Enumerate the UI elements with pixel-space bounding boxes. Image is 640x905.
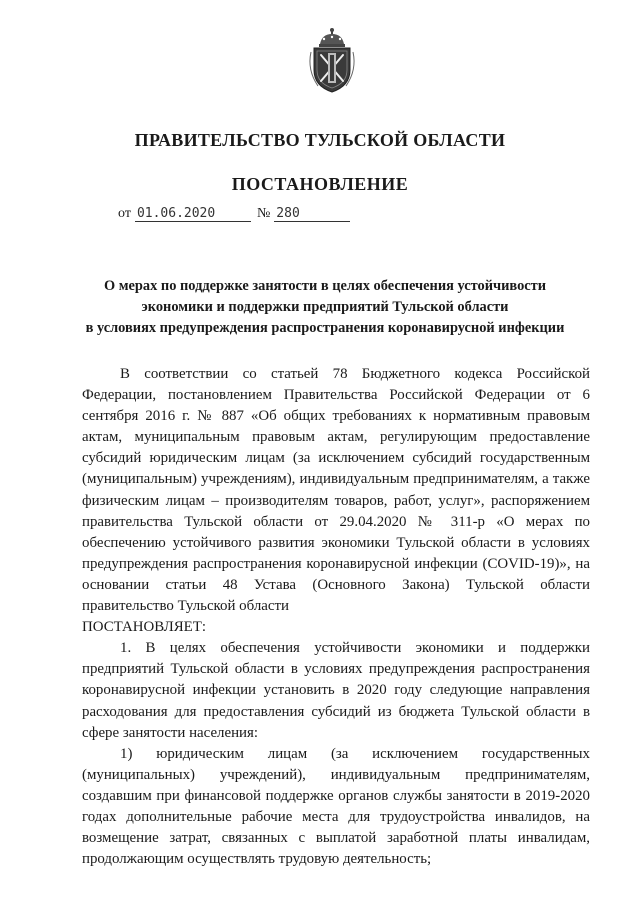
organization-title: ПРАВИТЕЛЬСТВО ТУЛЬСКОЙ ОБЛАСТИ <box>134 130 506 150</box>
preamble-paragraph: В соответствии со статьей 78 Бюджетного кодекса Российской Федерации, постановлением Правительства Российской Федерации от 6 сентября 2016 г. № 887 «Об общих требованиях к нормативным правовым актам, муниципальным правовым актам, регулирующим предоставление субсидий юридическим лицам (за исключением субсидий государственным (муниципальным) учреждениям), индивидуальным предпринимателям, а также физическим лицам – производителям товаров, работ, услуг», распоряжением правительства Тульской области от 29.04.2020 № 311-р «О мерах по обеспечению устойчивого развития экономики Тульской области в условиях предупреждения распространения коронавирусной инфекции (COVID-19)», на основании статьи 48 Устава (Основного Закона) Тульской области правительство Тульской области <box>82 366 590 615</box>
subitem-paragraph: 1) юридическим лицам (за исключением государственных (муниципальных) учреждений), индивидуальным предпринимателям, создавшим при финансовой поддержке органов службы занятости в 2019-2020 годах дополнительные рабочие места для трудоустройства инвалидов, на возмещение затрат, связанных с выплатой заработной платы инвалидам, продолжающим осуществлять трудовую деятельность; <box>82 745 590 868</box>
document-number: 280 <box>274 206 350 222</box>
subject-line: О мерах по поддержке занятости в целях обеспечения устойчивости <box>103 278 547 294</box>
resolves-heading: ПОСТАНОВЛЯЕТ: <box>82 619 206 636</box>
subject-line: в условиях предупреждения распространения коронавирусной инфекции <box>85 320 565 336</box>
date-label: от <box>118 206 131 221</box>
subject-line: экономики и поддержки предприятий Тульской области <box>141 299 509 315</box>
item-paragraph: 1. В целях обеспечения устойчивости экономики и поддержки предприятий Тульской области в условиях предупреждения распространения коронавирусной инфекции установить в 2020 году следующие направления расходования для предоставления субсидий из бюджета Тульской области в сфере занятости населения: <box>82 640 590 741</box>
document-meta <box>118 206 350 222</box>
document-subject <box>60 276 590 339</box>
number-label: № <box>256 206 271 221</box>
document-date: 01.06.2020 <box>135 206 251 222</box>
document-type-title: ПОСТАНОВЛЕНИЕ <box>231 174 409 194</box>
tula-coat-of-arms-icon <box>306 26 358 94</box>
document-body <box>82 364 590 870</box>
